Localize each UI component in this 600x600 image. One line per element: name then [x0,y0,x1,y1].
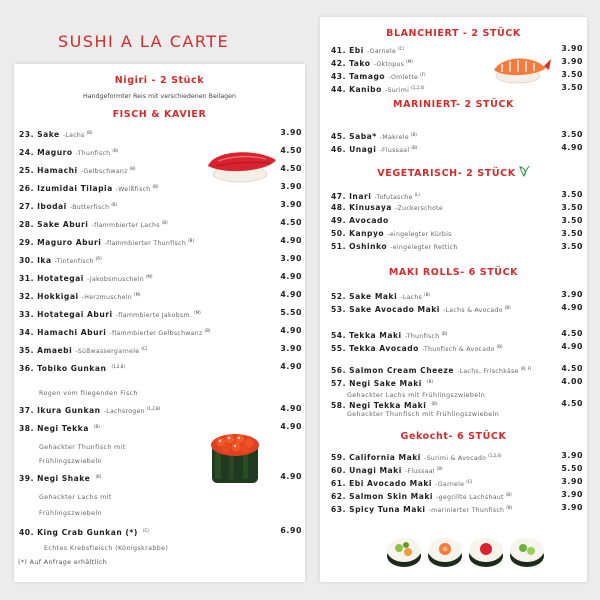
item-number: 55. [331,344,350,353]
menu-item-52 [331,289,583,301]
menu-item-55 [331,341,583,353]
item-description: -Thunfisch [404,333,440,340]
item-price: 5.50 [561,464,583,473]
item-allergens: (C) [466,479,473,484]
menu-item-27 [19,199,302,211]
item-description: -Lachsrogen [103,408,145,415]
menu-item-53 [331,302,583,314]
menu-item-60 [331,463,583,475]
item-number: 45. [331,132,350,141]
item-price: 5.50 [280,308,302,317]
item-description: -Oktopus [373,61,405,68]
item-price: 3.90 [561,290,583,299]
item-number: 34. [19,328,38,337]
item-number: 26. [19,184,38,193]
item-price: 4.50 [561,329,583,338]
item-number: 40. [19,528,38,537]
item-description: -gegrillte Lachshaut [436,494,504,501]
item-description: -Herzmuscheln [81,294,133,301]
a-la-carte-panel [320,17,587,582]
mariniert-title: MARINIERT- 2 STÜCK [393,99,514,110]
item-name: Amaebi [37,346,76,355]
menu-item-51 [331,241,583,253]
menu-item-47 [331,189,583,201]
item-description: -Lachs [62,132,85,139]
item-name: Hamachi Aburi [37,328,110,337]
item-price: 4.50 [561,364,583,373]
item-price: 3.90 [561,451,583,460]
item-name: Negi Shake [37,474,94,483]
item-price: 3.90 [561,477,583,486]
item-description: -Garnele [435,481,465,488]
menu-item-61 [331,476,583,488]
item-allergens: (B) [441,331,448,336]
item-number: 25. [19,166,38,175]
item-description: -Makrele [379,134,409,141]
item-description: -marinierter Thunfisch [428,507,505,514]
item-name: Kanpyo [349,229,388,238]
item-allergens: (B) [427,379,433,384]
item-price: 4.90 [280,290,302,299]
item-number: 23. [19,130,38,139]
item-price: 3.90 [280,182,302,191]
item-name: Saba* [349,132,380,141]
item-name: Hotategai Aburi [37,310,116,319]
item-name: Ibodai [37,202,70,211]
item-price: 3.90 [280,344,302,353]
menu-item-54 [331,328,583,340]
item-number: 29. [19,238,38,247]
item-name: Inari [349,192,375,201]
item-number: 43. [331,72,350,81]
item-name: King Crab Gunkan (*) [37,528,141,537]
item-allergens: (B) [111,202,118,207]
fisch-kavier-title: FISCH & KAVIER [112,109,207,120]
item-number: 59. [331,453,350,462]
item-description: -Tintenfisch [54,258,94,265]
menu-item-45 [331,129,583,141]
item-name: Kanibo [349,85,385,94]
menu-item-58 [331,398,583,410]
item-number: 46. [331,145,350,154]
item-allergens: (B) [94,424,100,429]
item-description: -Surimi [384,87,410,94]
item-58-note: Gehackter Thunfisch mit Frühlingszwiebeln [347,411,500,418]
menu-item-30 [19,253,302,265]
item-price: 3.90 [561,44,583,53]
item-allergens: (B) [204,328,211,333]
item-price: 4.90 [561,303,583,312]
item-price: 4.50 [280,146,302,155]
item-allergens: (1,2,B) [146,406,161,411]
item-allergens: (B) [86,130,93,135]
item-name: Sake [37,130,63,139]
item-description: -Lachs & Avocado [443,307,503,314]
menu-item-23 [19,127,302,139]
menu-item-36 [19,361,302,373]
item-allergens: (1,2,4) [411,85,425,90]
menu-item-33 [19,307,302,319]
item-allergens: (B) [152,184,159,189]
item-number: 58. [331,401,350,410]
item-description: -Thunfisch [75,150,111,157]
item-allergens: (M) [406,59,413,64]
item-number: 44. [331,85,350,94]
item-price: 3.90 [280,128,302,137]
item-description: -flammbierter Thunfisch [104,240,187,247]
item-name: Hamachi [37,166,81,175]
item-price: 4.90 [280,404,302,413]
item-price: 3.50 [561,190,583,199]
menu-item-57 [331,376,583,388]
item-number: 24. [19,148,38,157]
item-price: 4.90 [561,143,583,152]
item-number: 61. [331,479,350,488]
item-description: -Garnele [366,48,397,55]
item-name: Tamago [349,72,389,81]
item-price: 4.90 [280,472,302,481]
item-name: Maguro Aburi [37,238,105,247]
item-name: Ikura Gunkan [37,406,104,415]
item-price: 3.90 [561,57,583,66]
item-allergens: (M) [134,292,141,297]
item-36-note: Rogen vom fliegenden Fisch [39,390,138,397]
item-name: Sake Avocado Maki [349,305,444,314]
item-description: -eingelegter Rettich [390,244,458,251]
menu-item-62 [331,489,583,501]
item-name: California Maki [349,453,425,462]
item-price: 3.50 [561,203,583,212]
item-name: Tekka Avocado [349,344,422,353]
item-57-note: Gehackter Lachs mit Frühlingszwiebeln [347,392,486,399]
item-name: Ebi Avocado Maki [349,479,436,488]
item-description: -Surimi & Avocado [424,455,487,462]
item-allergens: (C) [398,46,405,51]
item-name: Maguro [37,148,76,157]
item-allergens: (B) [112,148,119,153]
ebi-nigiri-illustration [488,50,552,86]
item-number: 31. [19,274,38,283]
item-price: 4.90 [280,422,302,431]
item-allergens: (L) [414,192,420,197]
item-name: Avocado [349,216,389,225]
vegetarisch-title: VEGETARISCH- 2 STÜCK [377,168,516,179]
menu-item-29 [19,235,302,247]
item-allergens: (C) [142,528,149,533]
item-name: Tekka Maki [349,331,405,340]
item-description: -Lachs [400,294,423,301]
availability-footnote: (*) Auf Anfrage erhältlich [18,559,108,566]
vegetarisch-title-row [320,165,587,179]
item-description: -flammbierte Jakobsm. [115,312,193,319]
item-number: 47. [331,192,350,201]
menu-item-40 [19,525,302,537]
item-number: 39. [19,474,38,483]
item-number: 54. [331,331,350,340]
item-name: Ebi [349,46,367,55]
item-price: 3.50 [561,70,583,79]
item-allergens: (B) [505,492,512,497]
item-price: 4.90 [280,362,302,371]
item-number: 38. [19,424,38,433]
item-price: 4.50 [280,164,302,173]
nigiri-section-title: Nigiri - 2 Stück [114,75,205,86]
item-number: 27. [19,202,38,211]
item-price: 3.90 [280,200,302,209]
menu-item-37 [19,403,302,415]
item-name: Oshinko [349,242,391,251]
item-name: Kinusaya [349,203,396,212]
item-name: Hotategai [37,274,88,283]
item-allergens: (1,2,4) [488,453,502,458]
item-allergens: (B) [161,220,168,225]
item-price: 3.90 [561,503,583,512]
menu-item-48 [331,202,583,214]
maki-title: MAKI ROLLS- 6 STÜCK [388,267,519,278]
item-name: Salmon Cream Cheeze [349,366,458,375]
menu-item-32 [19,289,302,301]
menu-item-63 [331,502,583,514]
nigiri-description: Handgeformter Reis mit verschiedenen Beilagen [82,93,237,100]
item-price: 3.50 [561,229,583,238]
item-price: 3.50 [561,216,583,225]
item-price: 3.90 [561,490,583,499]
maki-rolls-illustration [382,530,552,570]
menu-item-34 [19,325,302,337]
item-allergens: (B) [188,238,194,243]
item-name: Tako [349,59,374,68]
item-description: -Flussaal [379,147,410,154]
item-price: 4.90 [280,236,302,245]
item-price: 4.50 [561,399,583,408]
item-number: 51. [331,242,350,251]
item-number: 57. [331,379,350,388]
item-description: -Weißfisch [115,186,151,193]
item-name: Hokkigai [37,292,82,301]
item-39-note-line2: Frühlingszwiebeln [39,510,102,517]
item-allergens: (B) [436,466,443,471]
item-price: 4.90 [561,342,583,351]
item-price: 4.90 [280,326,302,335]
item-allergens: (1,2,B) [111,364,126,369]
item-allergens: (M) [145,274,153,279]
item-number: 56. [331,366,350,375]
menu-item-56 [331,363,583,375]
item-number: 53. [331,305,350,314]
item-allergens: (R) [95,256,102,261]
item-allergens: (M) [194,310,201,315]
menu-item-49 [331,215,583,227]
ikura-gunkan-illustration [207,427,263,487]
item-price: 4.90 [280,272,302,281]
item-description: -Lachs, Frischkäse [457,368,519,375]
item-38-note-line2: Frühlingszwiebeln [39,458,102,465]
item-price: 3.50 [561,130,583,139]
item-allergens: (B) [129,166,136,171]
item-price: 6.90 [280,526,302,535]
item-name: Izumidai Tilapia [37,184,116,193]
item-price: 3.50 [561,83,583,92]
menu-item-59 [331,450,583,462]
item-description: -Flussaal [404,468,435,475]
item-allergens: (B) [410,132,417,137]
item-number: 52. [331,292,350,301]
item-name: Spicy Tuna Maki [349,505,429,514]
menu-item-46 [331,142,583,154]
menu-item-31 [19,271,302,283]
item-description: -Omlette [388,74,419,81]
nigiri-panel [14,64,305,582]
item-price: 3.50 [561,242,583,251]
item-number: 28. [19,220,38,229]
menu-item-50 [331,228,583,240]
item-number: 36. [19,364,38,373]
item-name: Sake Aburi [37,220,92,229]
item-name: Unagi [349,145,380,154]
item-name: Tobiko Gunkan [37,364,110,373]
item-number: 62. [331,492,350,501]
item-allergens: (B) [504,305,511,310]
item-number: 35. [19,346,38,355]
item-name: Unagi Maki [349,466,405,475]
item-number: 37. [19,406,38,415]
page-title: SUSHI A LA CARTE [58,32,230,51]
tuna-nigiri-illustration [204,144,279,184]
item-number: 60. [331,466,350,475]
item-description: -Tofutasche [374,194,413,201]
item-name: Sake Maki [349,292,401,301]
item-description: -Jakobsmuscheln [87,276,144,283]
item-39-note-line1: Gehackter Lachs mit [39,494,112,501]
item-price: 4.50 [280,218,302,227]
item-number: 63. [331,505,350,514]
item-description: -Süßwassergarnele [75,348,140,355]
item-number: 48. [331,203,350,212]
item-allergens: (B, F) [520,366,532,371]
item-allergens: (B) [431,401,438,406]
item-allergens: (B) [411,145,418,150]
item-name: Ika [37,256,55,265]
item-description: -flammbierter Lachs [91,222,160,229]
item-allergens: (B) [95,474,102,479]
leaf-icon [518,165,530,177]
item-price: 4.00 [561,377,583,386]
item-description: -Butterfisch [69,204,110,211]
item-number: 30. [19,256,38,265]
item-number: 49. [331,216,350,225]
item-description: -Zuckerschote [395,205,444,212]
item-allergens: (F) [420,72,426,77]
item-name: Salmon Skin Maki [349,492,437,501]
item-allergens: (C) [141,346,148,351]
item-40-note: Echtes Krebsfleisch (Königskrabbe) [44,545,169,552]
item-number: 41. [331,46,350,55]
item-allergens: (B) [506,505,513,510]
menu-item-28 [19,217,302,229]
item-name: Negi Tekka [37,424,92,433]
item-description: -flammbierter Gelbschwanz [109,330,203,337]
menu-item-35 [19,343,302,355]
item-allergens: (B) [424,292,431,297]
item-description: -Gelbschwanz [80,168,128,175]
blanchiert-title: BLANCHIERT - 2 STÜCK [386,28,521,39]
item-allergens: (B) [496,344,503,349]
item-number: 42. [331,59,350,68]
item-price: 3.90 [280,254,302,263]
item-name: Negi Sake Maki [349,379,426,388]
item-number: 32. [19,292,38,301]
item-38-note-line1: Gehackter Thunfisch mit [39,444,126,451]
item-description: -eingelegter Kürbis [387,231,452,238]
item-name: Negi Tekka Maki [349,401,430,410]
item-number: 50. [331,229,350,238]
item-number: 33. [19,310,38,319]
gekocht-title: Gekocht- 6 STÜCK [400,431,507,442]
item-description: -Thunfisch & Avocado [422,346,495,353]
